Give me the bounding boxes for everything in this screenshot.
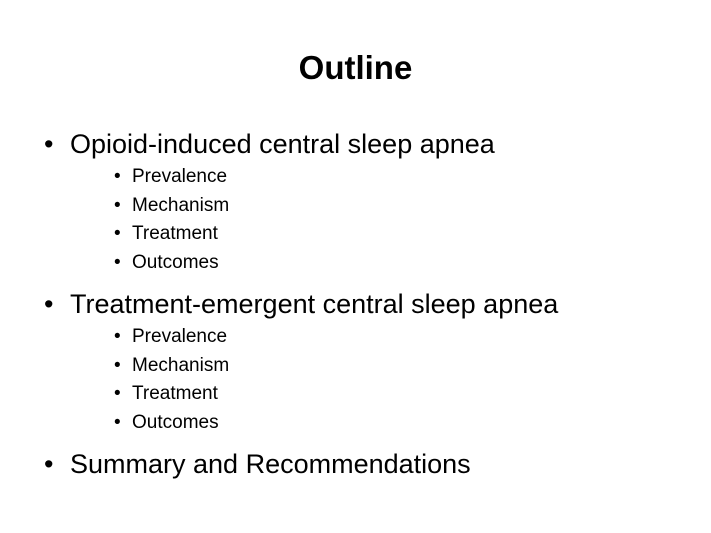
bullet-icon: • (114, 411, 121, 433)
bullet-icon: • (114, 326, 121, 347)
subitem-label: Prevalence (132, 326, 228, 347)
subitem-label: Mechanism (132, 354, 230, 376)
outline-section (44, 285, 684, 323)
bullet-icon: • (114, 194, 121, 216)
outline-subitem (44, 380, 684, 409)
section-label: Treatment-emergent central sleep apnea (70, 289, 559, 319)
bullet-icon: • (114, 166, 121, 187)
outline-section (44, 125, 684, 163)
outline-subitem (44, 409, 684, 438)
subitem-label: Prevalence (132, 166, 228, 187)
subitem-label: Treatment (132, 383, 218, 404)
bullet-icon: • (114, 251, 121, 273)
bullet-icon: • (114, 354, 121, 376)
bullet-icon: • (114, 223, 121, 244)
section-label: Opioid-induced central sleep apnea (70, 129, 495, 159)
outline-subitem (44, 249, 684, 278)
outline-subitem (44, 192, 684, 221)
subitem-group (44, 163, 684, 277)
outline-subitem (44, 163, 684, 192)
subitem-label: Mechanism (132, 194, 230, 216)
bullet-icon: • (44, 289, 54, 319)
outline-list (44, 125, 684, 483)
subitem-label: Outcomes (132, 251, 219, 273)
subitem-label: Outcomes (132, 411, 219, 433)
bullet-icon: • (44, 449, 54, 479)
outline-section (44, 445, 684, 483)
slide-title: Outline (298, 49, 413, 86)
subitem-label: Treatment (132, 223, 218, 244)
bullet-icon: • (44, 129, 54, 159)
subitem-group (44, 323, 684, 437)
outline-subitem (44, 220, 684, 249)
section-label: Summary and Recommendations (70, 449, 471, 479)
outline-subitem (44, 352, 684, 381)
bullet-icon: • (114, 383, 121, 404)
outline-subitem (44, 323, 684, 352)
